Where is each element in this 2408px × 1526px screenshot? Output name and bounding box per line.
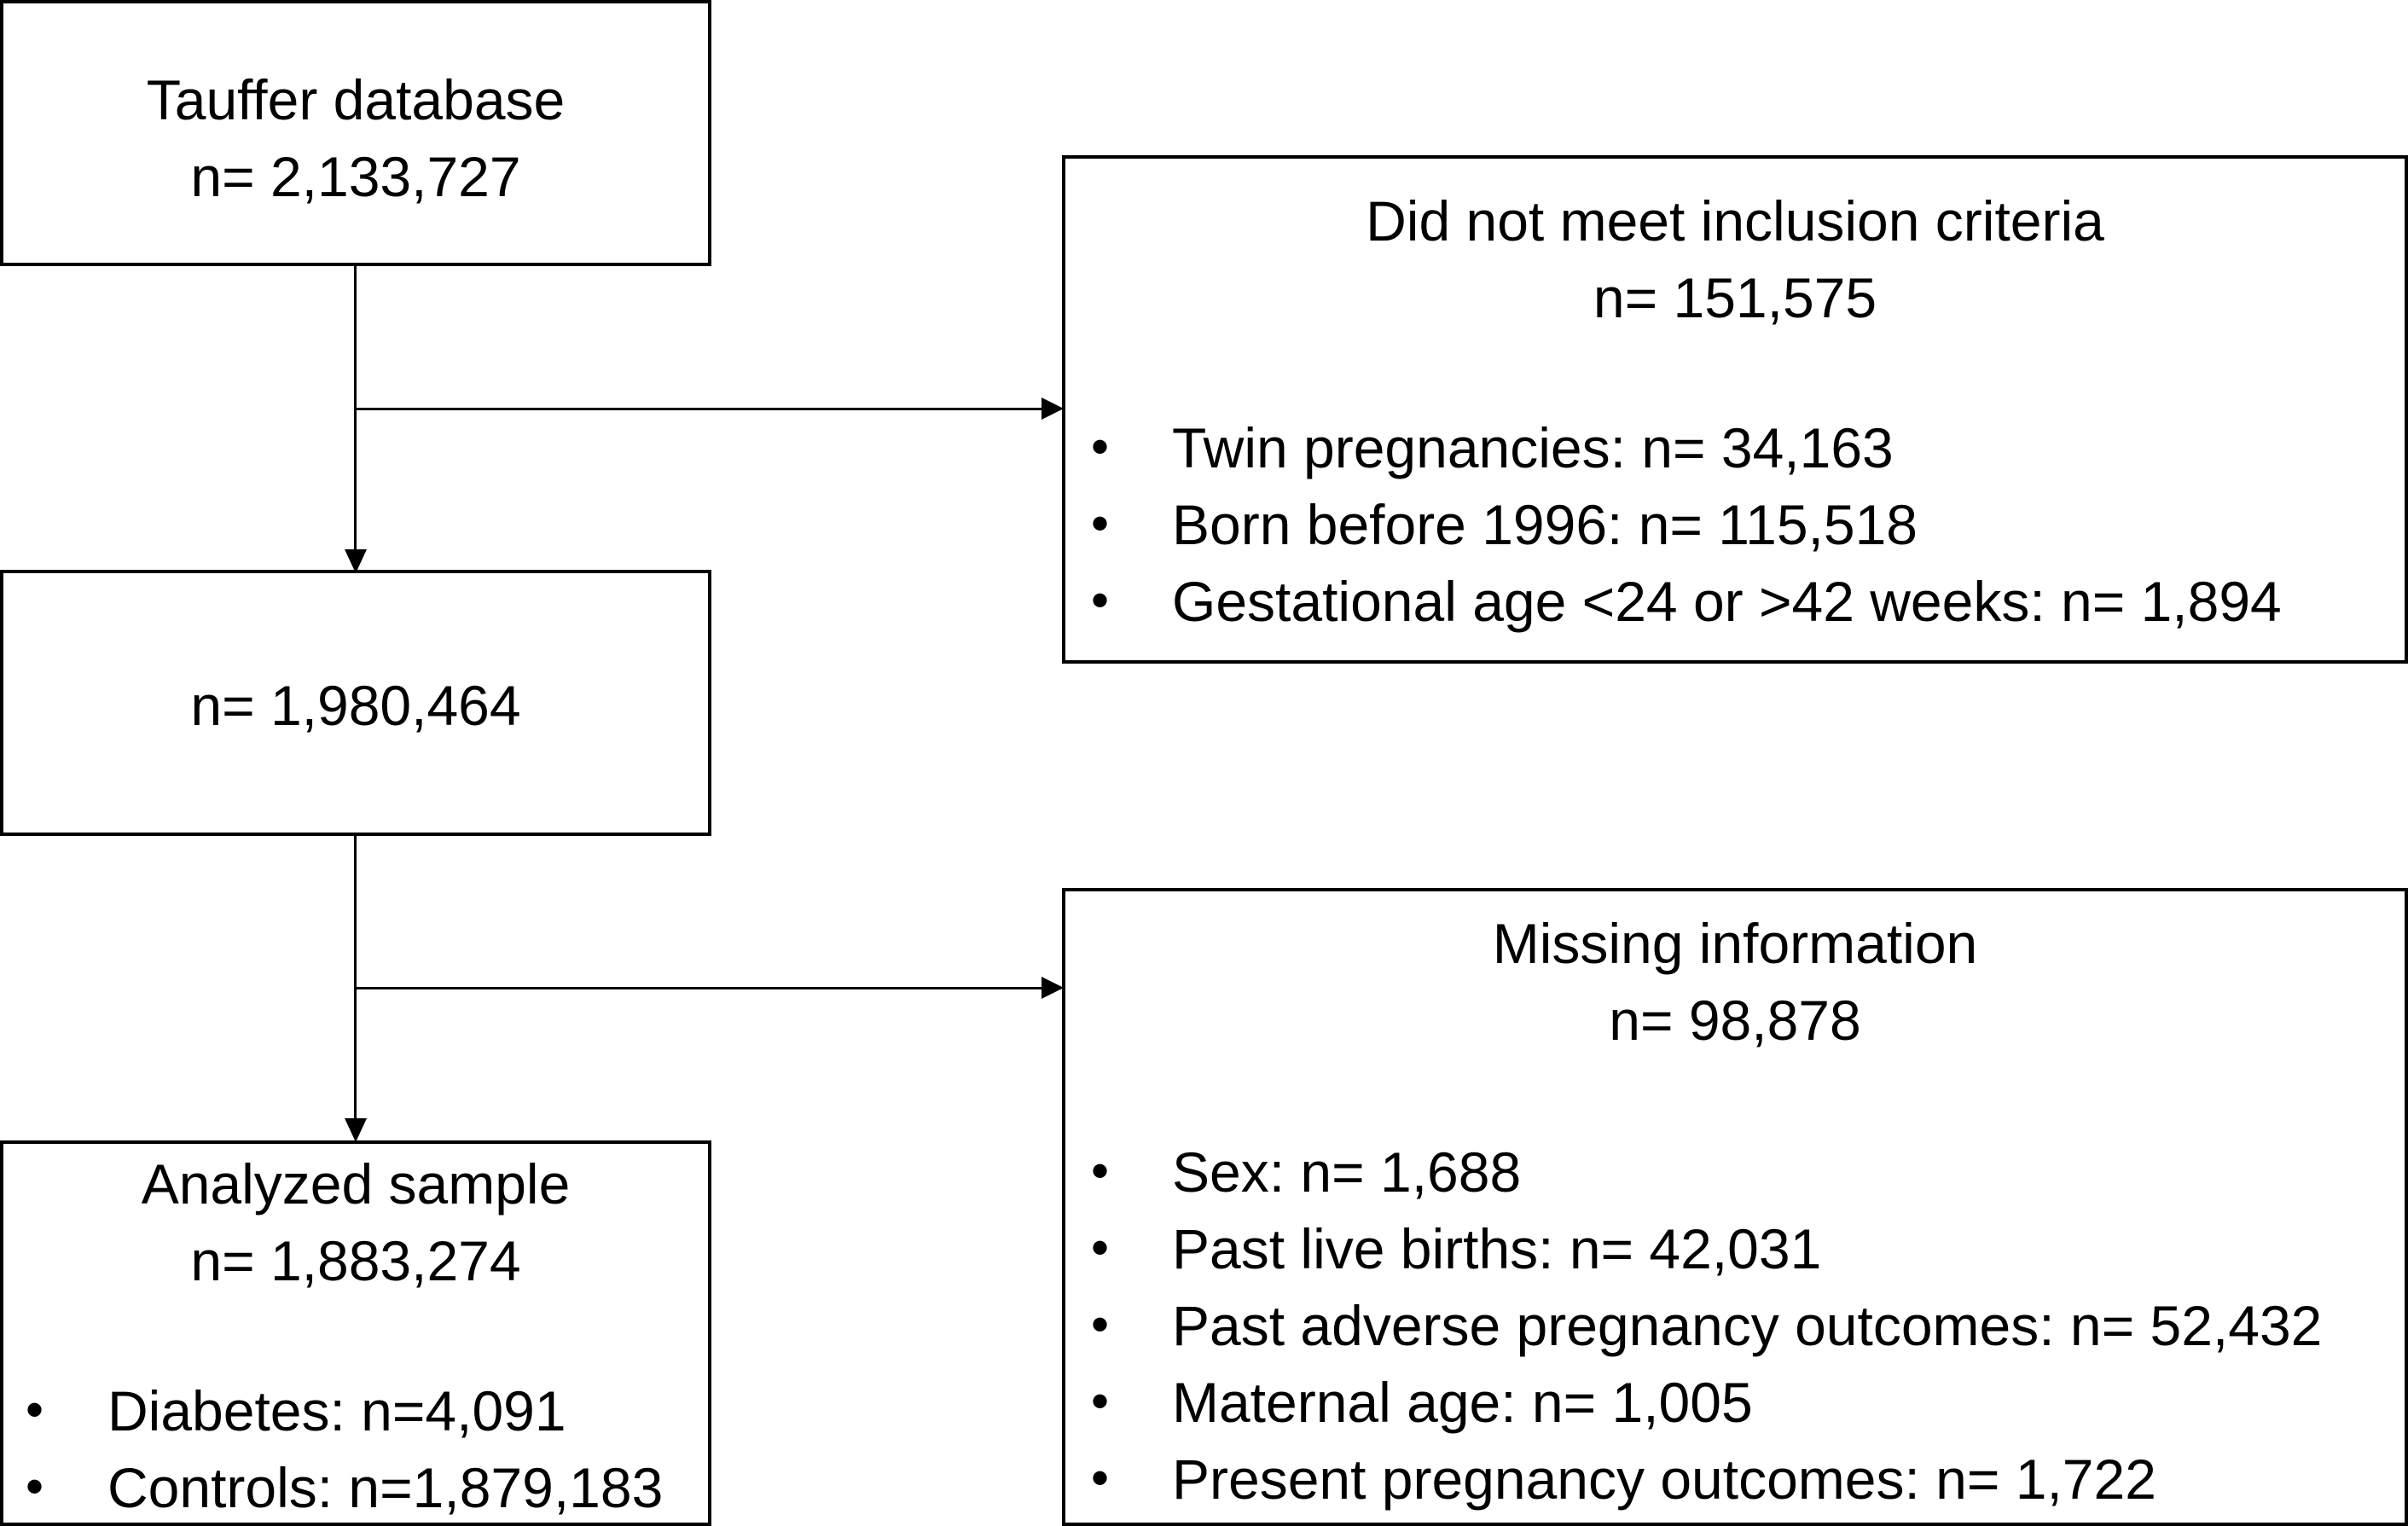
list-bullet: • <box>26 1381 44 1438</box>
missing-item-present-outcomes: Present pregnancy outcomes: n= 1,722 <box>1172 1448 2156 1511</box>
connector-branch-1 <box>354 408 1061 410</box>
missing-item-sex: Sex: n= 1,688 <box>1172 1140 1522 1204</box>
analyzed-sample-title: Analyzed sample <box>141 1152 571 1216</box>
list-bullet: • <box>1091 418 1110 475</box>
missing-information-count: n= 98,878 <box>1609 989 1861 1052</box>
analyzed-sample-box <box>0 1140 711 1526</box>
connector-middle-to-bottom <box>354 834 357 1135</box>
tauffer-database-count: n= 2,133,727 <box>190 145 521 208</box>
exclusion-criteria-box <box>1062 155 2408 664</box>
analyzed-sample-count: n= 1,883,274 <box>190 1229 521 1292</box>
missing-item-past-adverse-outcomes: Past adverse pregnancy outcomes: n= 52,432 <box>1172 1294 2323 1357</box>
list-bullet: • <box>1091 572 1110 629</box>
missing-item-past-live-births: Past live births: n= 42,031 <box>1172 1217 1822 1280</box>
exclusion-item-twin-pregnancies: Twin pregnancies: n= 34,163 <box>1172 416 1894 479</box>
list-bullet: • <box>1091 1219 1110 1276</box>
arrowhead-right-2 <box>1042 977 1064 999</box>
list-bullet: • <box>1091 1142 1110 1199</box>
tauffer-database-title: Tauffer database <box>146 68 566 131</box>
list-bullet: • <box>26 1458 44 1515</box>
exclusion-criteria-count: n= 151,575 <box>1593 266 1877 329</box>
analyzed-item-diabetes: Diabetes: n=4,091 <box>107 1379 566 1442</box>
list-bullet: • <box>1091 1449 1110 1506</box>
list-bullet: • <box>1091 1296 1110 1353</box>
missing-information-title: Missing information <box>1492 912 1978 975</box>
list-bullet: • <box>1091 495 1110 552</box>
missing-information-box <box>1062 888 2408 1526</box>
missing-item-maternal-age: Maternal age: n= 1,005 <box>1172 1371 1753 1434</box>
eligible-sample-count: n= 1,980,464 <box>190 674 521 737</box>
list-bullet: • <box>1091 1372 1110 1430</box>
tauffer-database-box <box>0 0 711 266</box>
connector-branch-2 <box>354 987 1061 989</box>
arrowhead-down-2 <box>345 1118 367 1142</box>
exclusion-item-gestational-age: Gestational age <24 or >42 weeks: n= 1,894 <box>1172 570 2282 633</box>
arrowhead-right-1 <box>1042 397 1064 420</box>
exclusion-item-born-before-1996: Born before 1996: n= 115,518 <box>1172 493 1918 556</box>
connector-top-to-middle <box>354 264 357 563</box>
eligible-sample-box <box>0 570 711 836</box>
exclusion-criteria-title: Did not meet inclusion criteria <box>1366 189 2104 252</box>
analyzed-item-controls: Controls: n=1,879,183 <box>107 1456 664 1519</box>
